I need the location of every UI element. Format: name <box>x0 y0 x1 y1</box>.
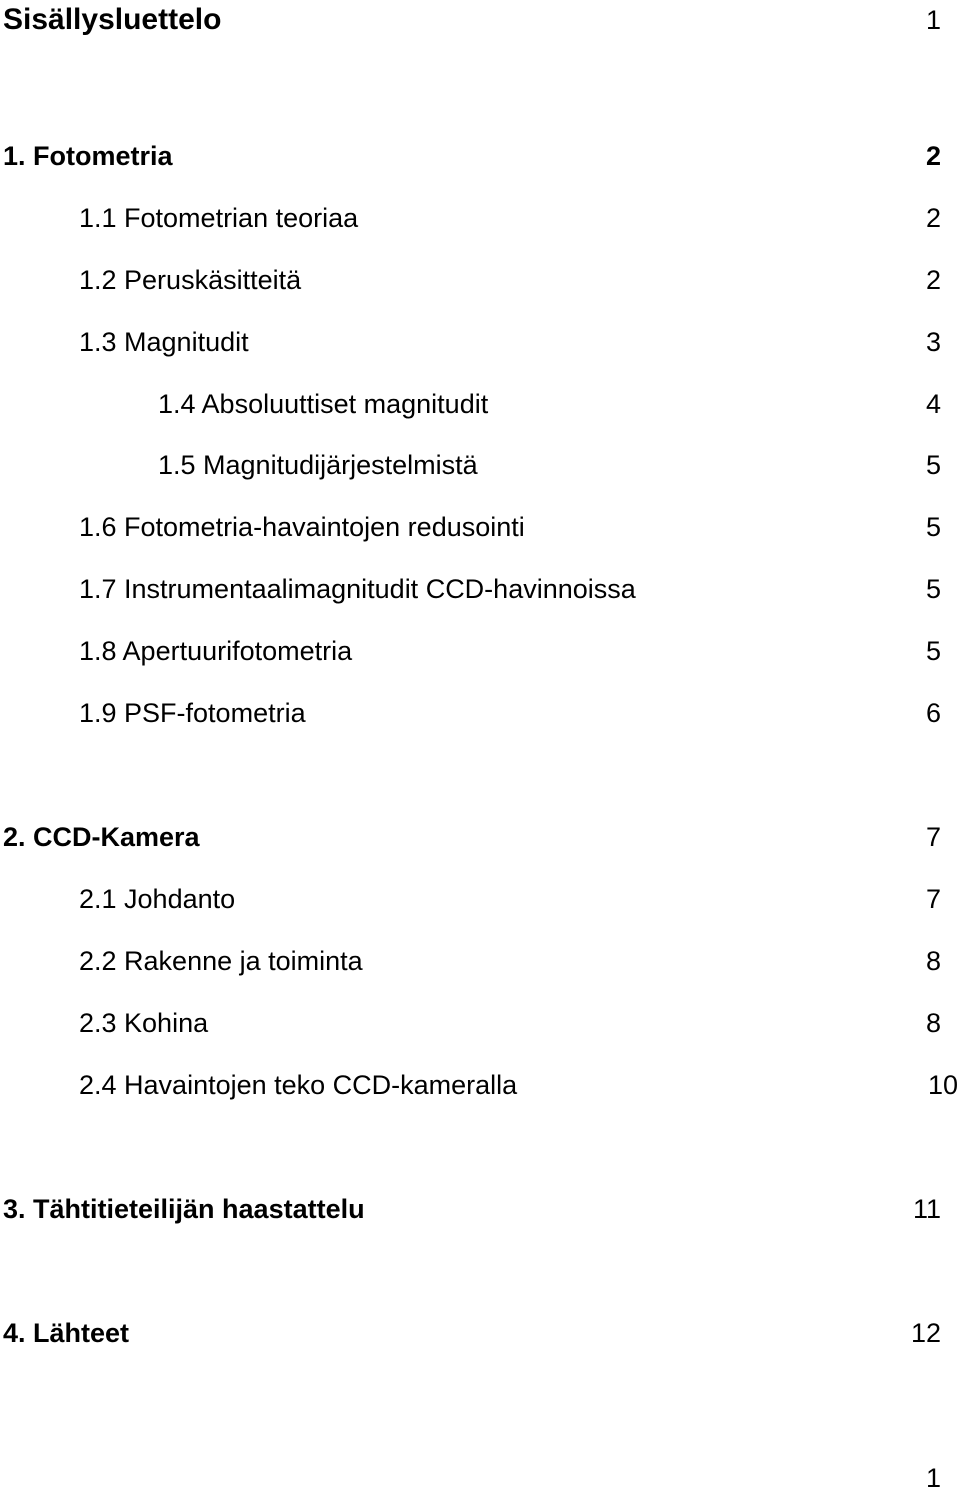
toc-title: Sisällysluettelo <box>3 3 222 36</box>
toc-entry-page: 4 <box>925 389 941 419</box>
toc-entry-label: 1.2 Peruskäsitteitä <box>79 265 302 295</box>
toc-entry-label: 2.2 Rakenne ja toiminta <box>79 946 363 976</box>
toc-entry-3[interactable] <box>0 1189 960 1229</box>
toc-entry-page: 6 <box>925 698 941 728</box>
toc-entry-1-4[interactable] <box>0 384 960 424</box>
toc-entry-4[interactable] <box>0 1313 960 1353</box>
toc-entry-page: 8 <box>925 1008 941 1038</box>
toc-entry-2-3[interactable] <box>0 1003 960 1043</box>
toc-entry-label: 1.9 PSF-fotometria <box>79 698 306 728</box>
toc-entry-1-6[interactable] <box>0 507 960 547</box>
toc-entry-label: 1. Fotometria <box>3 141 173 171</box>
toc-entry-1-1[interactable] <box>0 198 960 238</box>
toc-entry-page: 8 <box>925 946 941 976</box>
toc-entry-label: 1.5 Magnitudijärjestelmistä <box>158 450 478 480</box>
toc-entry-2[interactable] <box>0 817 960 857</box>
toc-entry-page: 2 <box>925 265 941 295</box>
toc-entry-label: 2.3 Kohina <box>79 1008 209 1038</box>
toc-entry-label: 1.7 Instrumentaalimagnitudit CCD-havinnoissa <box>79 574 636 604</box>
toc-entry-page: 5 <box>925 450 941 480</box>
toc-entry-label: 2. CCD-Kamera <box>3 822 200 852</box>
toc-entry-label: 1.4 Absoluuttiset magnitudit <box>158 389 489 419</box>
toc-entry-label: 1.6 Fotometria-havaintojen redusointi <box>79 512 525 542</box>
toc-entry-label: 4. Lähteet <box>3 1318 130 1348</box>
footer-page-number: 1 <box>925 1463 941 1493</box>
toc-entry-1[interactable] <box>0 136 960 176</box>
toc-entry-page: 11 <box>912 1194 941 1224</box>
toc-entry-page: 3 <box>925 327 941 357</box>
toc-entry-label: 1.1 Fotometrian teoriaa <box>79 203 359 233</box>
toc-entry-label: 3. Tähtitieteilijän haastattelu <box>3 1194 365 1224</box>
toc-entry-label: 2.4 Havaintojen teko CCD-kameralla <box>79 1070 518 1100</box>
toc-entry-1-5[interactable] <box>0 445 960 485</box>
toc-entry-page: 7 <box>925 884 941 914</box>
toc-entry-page: 7 <box>925 822 941 852</box>
toc-entry-page: 12 <box>910 1318 941 1348</box>
toc-entry-page: 2 <box>925 141 941 171</box>
toc-entry-label: 1.3 Magnitudit <box>79 327 249 357</box>
toc-entry-page: 5 <box>925 636 941 666</box>
toc-entry-page: 2 <box>925 203 941 233</box>
toc-entry-1-8[interactable] <box>0 631 960 671</box>
toc-entry-page: 5 <box>925 574 941 604</box>
toc-entry-2-4[interactable] <box>0 1065 960 1105</box>
toc-entry-label: 2.1 Johdanto <box>79 884 236 914</box>
toc-entry-1-9[interactable] <box>0 693 960 733</box>
toc-entry-1-2[interactable] <box>0 260 960 300</box>
toc-entry-label: 1.8 Apertuurifotometria <box>79 636 353 666</box>
toc-title-row <box>0 0 960 40</box>
toc-entry-1-7[interactable] <box>0 569 960 609</box>
toc-title-page: 1 <box>925 5 941 35</box>
toc-entry-2-1[interactable] <box>0 879 960 919</box>
toc-entry-page: 5 <box>925 512 941 542</box>
toc-entry-2-2[interactable] <box>0 941 960 981</box>
toc-entry-page: 10 <box>927 1070 958 1100</box>
toc-entry-1-3[interactable] <box>0 322 960 362</box>
